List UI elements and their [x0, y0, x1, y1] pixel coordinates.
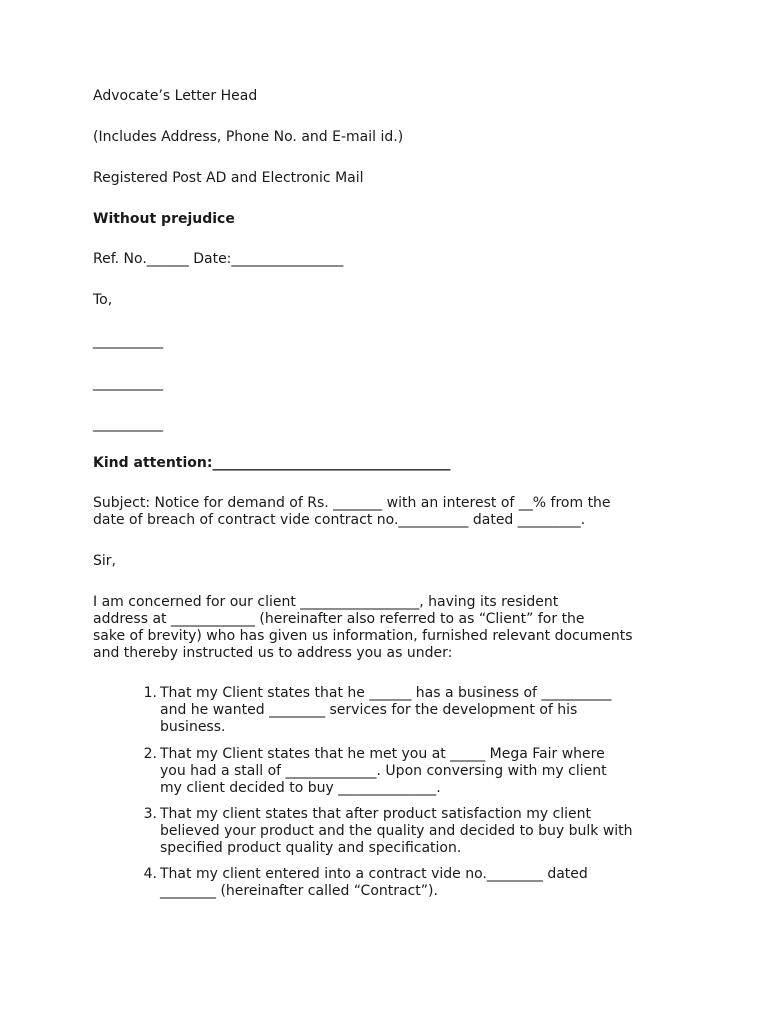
- list-item-line: That my client entered into a contract vide no.________ dated: [160, 866, 588, 882]
- list-item-number: 2.: [143, 746, 157, 762]
- list-item-line: my client decided to buy ______________.: [160, 780, 441, 796]
- list-item-line: That my Client states that he ______ has a business of __________: [160, 685, 612, 701]
- address-line-2: __________: [93, 375, 163, 391]
- list-item-body: [160, 746, 680, 797]
- delivery-mode: Registered Post AD and Electronic Mail: [93, 170, 364, 186]
- intro-paragraph: [93, 594, 683, 662]
- list-item-number: 3.: [143, 806, 157, 822]
- list-item-body: [160, 685, 680, 736]
- list-item-line: believed your product and the quality and decided to buy bulk with: [160, 823, 633, 839]
- list-item-line: business.: [160, 719, 226, 735]
- list-item-line: That my client states that after product satisfaction my client: [160, 806, 592, 822]
- list-item-number: 1.: [143, 685, 157, 701]
- subject-line-1: Subject: Notice for demand of Rs. _______ with an interest of __% from the: [93, 495, 611, 511]
- address-line-3: __________: [93, 416, 163, 432]
- intro-line-3: sake of brevity) who has given us information, furnished relevant documents: [93, 628, 633, 644]
- address-line-1: __________: [93, 333, 163, 349]
- intro-line-2: address at ____________ (hereinafter also referred to as “Client” for the: [93, 611, 585, 627]
- list-item-body: [160, 866, 680, 900]
- list-item-line: and he wanted ________ services for the development of his: [160, 702, 578, 718]
- list-item-line: ________ (hereinafter called “Contract”).: [160, 883, 438, 899]
- letterhead-subtitle: (Includes Address, Phone No. and E-mail id.): [93, 129, 404, 145]
- to-label: To,: [93, 292, 113, 308]
- kind-attention: Kind attention:__________________________________: [93, 455, 451, 471]
- subject-line-2: date of breach of contract vide contract no.__________ dated _________.: [93, 512, 586, 528]
- subject-paragraph: [93, 495, 683, 529]
- prejudice-note: Without prejudice: [93, 211, 235, 227]
- list-item-line: specified product quality and specification.: [160, 840, 462, 856]
- intro-line-1: I am concerned for our client _________________, having its resident: [93, 594, 559, 610]
- reference-line: Ref. No.______ Date:________________: [93, 251, 344, 267]
- list-item-line: you had a stall of _____________. Upon conversing with my client: [160, 763, 607, 779]
- salutation: Sir,: [93, 553, 116, 569]
- letterhead-title: Advocate’s Letter Head: [93, 88, 258, 104]
- list-item-line: That my Client states that he met you at _____ Mega Fair where: [160, 746, 605, 762]
- list-item-number: 4.: [143, 866, 157, 882]
- intro-line-4: and thereby instructed us to address you as under:: [93, 645, 453, 661]
- list-item-body: [160, 806, 680, 857]
